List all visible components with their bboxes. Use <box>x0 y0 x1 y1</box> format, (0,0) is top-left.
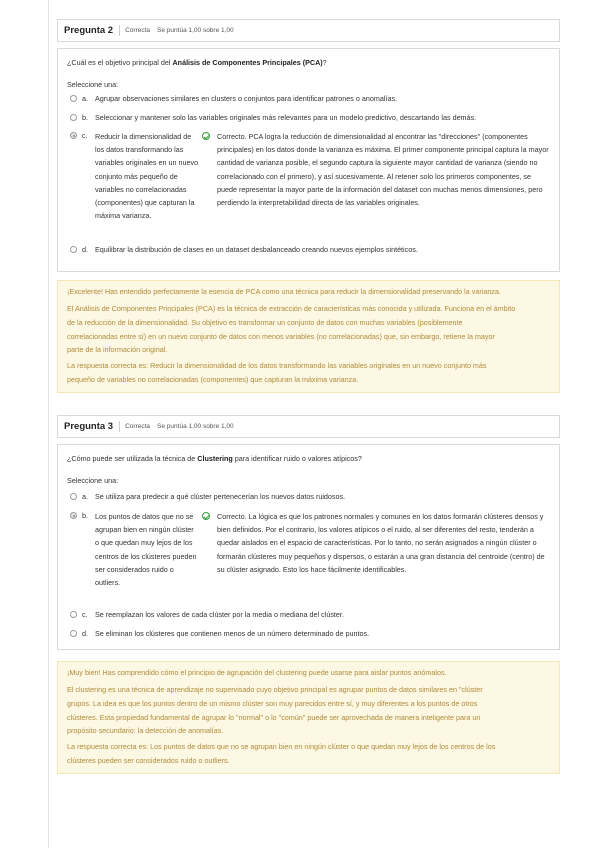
option-text: Se eliminan los clústeres que contienen menos de un número determinado de puntos. <box>95 629 370 638</box>
question-3-title: Pregunta 3 <box>64 421 114 432</box>
question-3-general-feedback <box>57 661 560 774</box>
option-letter: d. <box>82 629 88 638</box>
feedback-line: El Análisis de Componentes Principales (PCA) es la técnica de extracción de características más conocida y utilizada. Funciona en el ámbito <box>67 304 516 313</box>
feedback-line: La respuesta correcta es: Los puntos de datos que no se agrupan bien en ningún clúster o que quedan muy lejos de los centros de los <box>67 742 496 751</box>
radio-option-c-selected[interactable] <box>70 132 77 139</box>
question-2-option-c[interactable] <box>70 131 550 241</box>
option-letter: c. <box>82 610 88 619</box>
feedback-line: pequeño de variables no correlacionadas (componentes) que capturan la máxima varianza. <box>67 375 359 384</box>
radio-option-a[interactable] <box>70 493 77 500</box>
header-separator <box>119 25 120 36</box>
feedback-line: correlacionadas entre sí) en un nuevo conjunto de datos con menos variables (no correlacionadas) que, sin embargo, retiene la mayor <box>67 332 495 341</box>
option-letter: d. <box>82 245 88 254</box>
question-2-status: Correcta <box>125 27 151 34</box>
question-3-text: ¿Cómo puede ser utilizada la técnica de Clustering para identificar ruido o valores atípicos? <box>67 454 362 463</box>
question-2-general-feedback <box>57 280 560 393</box>
option-text: Se utiliza para predecir a qué clúster pertenecerían los nuevos datos ruidosos. <box>95 492 346 501</box>
radio-option-c[interactable] <box>70 611 77 618</box>
question-3-score: Se puntúa 1,00 sobre 1,00 <box>157 423 234 430</box>
feedback-line: clústeres pueden ser considerados ruido o outliers. <box>67 756 230 765</box>
option-letter: c. <box>82 131 88 140</box>
option-letter: a. <box>82 94 88 103</box>
question-2-score: Se puntúa 1,00 sobre 1,00 <box>157 27 234 34</box>
option-text: Seleccionar y mantener solo las variables originales más relevantes para un modelo predictivo, descartando las demás. <box>95 113 477 122</box>
radio-option-b-selected[interactable] <box>70 512 77 519</box>
question-2-title: Pregunta 2 <box>64 25 114 36</box>
question-3-select-label: Seleccione una: <box>67 476 119 485</box>
feedback-line: de la reducción de la dimensionalidad. Su objetivo es transformar un conjunto de datos con muchas variables (posiblemente <box>67 318 463 327</box>
feedback-line: La respuesta correcta es: Reducir la dimensionalidad de los datos transformando las variables originales en un nuevo conjunto más <box>67 361 487 370</box>
option-letter: a. <box>82 492 88 501</box>
feedback-line: parte de la información original. <box>67 345 168 354</box>
question-2-text: ¿Cuál es el objetivo principal del Análisis de Componentes Principales (PCA)? <box>67 58 327 67</box>
option-c-feedback: Correcto. PCA logra la reducción de dimensionalidad al encontrar las "direcciones" (componentes principales) en los datos donde la varianza es máxima. El primer componente principal captura la mayor cantidad de varianza posible, el segundo captura la siguiente mayor cantidad de varianza (siendo no correlacionado con el primero), y así sucesivamente. Al retener solo los primeros componentes, se puede representar la mayor parte de la información del dataset con muchas menos dimensiones, pero perdiendo la interpretabilidad directa de las variables originales. <box>217 132 549 208</box>
correct-check-icon <box>202 512 210 520</box>
correct-check-icon <box>202 132 210 140</box>
feedback-line: El clustering es una técnica de aprendizaje no supervisado cuyo objetivo principal es agrupar puntos de datos similares en "clúster <box>67 685 483 694</box>
option-b-feedback: Correcto. La lógica es que los patrones normales y comunes en los datos formarán clústeres densos y bien definidos. Por el contrario, los valores atípicos o el ruido, al ser diferentes del resto, tenderán a quedar aislados en el espacio de características. Por lo tanto, no serán asignados a ningún clúster o formarán clústeres muy pequeños y dispersos, o estarán a una gran distancia del centroide (centro) de su clúster asignado. Esto los hace fácilmente identificables. <box>217 512 545 574</box>
feedback-line: clústeres. Esta propiedad fundamental de agrupar lo "normal" o lo "común" puede ser aprovechada de manera inteligente para un <box>67 713 481 722</box>
option-text: Agrupar observaciones similares en clusters o conjuntos para identificar patrones o anomalías. <box>95 94 398 103</box>
page-left-rule <box>48 0 49 848</box>
header-separator <box>119 421 120 432</box>
feedback-line: ¡Excelente! Has entendido perfectamente la esencia de PCA como una técnica para reducir la dimensionalidad preservando la varianza. <box>67 287 501 296</box>
question-2-header <box>57 19 560 42</box>
radio-option-d[interactable] <box>70 630 77 637</box>
radio-option-d[interactable] <box>70 246 77 253</box>
feedback-line: ¡Muy bien! Has comprendido cómo el principio de agrupación del clustering puede usarse para aislar puntos anómalos. <box>67 668 447 677</box>
question-3-status: Correcta <box>125 423 151 430</box>
option-text: Reducir la dimensionalidad de los datos transformando las variables originales en un nuevo conjunto más pequeño de variables no correlacionadas (componentes) que capturan la máxima varianza. <box>95 132 199 221</box>
question-3-header <box>57 415 560 438</box>
option-text: Equilibrar la distribución de clases en un dataset desbalanceado creando nuevos ejemplos sintéticos. <box>95 245 418 254</box>
option-letter: b. <box>82 511 88 520</box>
question-3-body <box>57 444 560 650</box>
option-text: Se reemplazan los valores de cada clúster por la media o mediana del clúster. <box>95 610 344 619</box>
radio-option-b[interactable] <box>70 114 77 121</box>
question-3-option-b[interactable] <box>70 511 550 603</box>
feedback-line: propósito secundario: la detección de anomalías. <box>67 726 224 735</box>
question-2-select-label: Seleccione una: <box>67 80 119 89</box>
feedback-line: grupos. La idea es que los puntos dentro de un mismo clúster son muy parecidos entre sí, y muy diferentes a los puntos de otros <box>67 699 478 708</box>
radio-option-a[interactable] <box>70 95 77 102</box>
option-text: Los puntos de datos que no se agrupan bien en ningún clúster o que quedan muy lejos de los centros de los clústeres pueden ser considerados ruido o outliers. <box>95 512 197 588</box>
option-letter: b. <box>82 113 88 122</box>
question-2-body <box>57 48 560 272</box>
